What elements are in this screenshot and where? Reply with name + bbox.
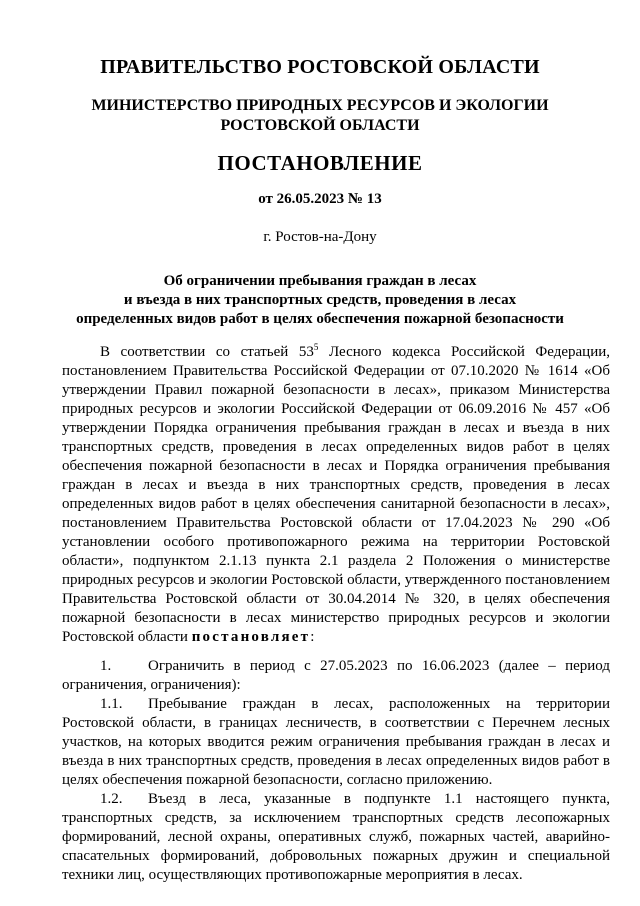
item-number: 1. bbox=[100, 658, 112, 674]
document-subject bbox=[60, 272, 580, 329]
item-text: Ограничить в период с 27.05.2023 по 16.06.2023 (далее – период ограничения, ограничения): bbox=[62, 658, 610, 693]
document-body bbox=[62, 343, 610, 885]
preamble-part1: В соответствии со статьей 53 bbox=[100, 344, 314, 360]
preamble-paragraph bbox=[62, 343, 610, 647]
ministry-heading bbox=[0, 96, 640, 136]
item-paragraph bbox=[62, 695, 610, 790]
preamble-part2: Лесного кодекса Российской Федерации, постановлением Правительства Российской Федерации от 07.10.2020 № 1614 «Об утверждении Правил пожарной безопасности в лесах», приказом Министерства природных ресурсов и экологии Российской Федерации от 06.09.2016 № 457 «Об утверждении Порядка ограничения пребывания граждан в лесах и въезда в них транспортных средств, проведения в лесах определенных видов работ в целях обеспечения пожарной безопасности в лесах и Порядка ограничения пребывания граждан в лесах и въезда в них транспортных средств, проведения в лесах определенных видов работ в целях обеспечения санитарной безопасности в лесах», постановлением Правительства Ростовской области от 17.04.2023 № 290 «Об установлении особого противопожарного режима на территории Ростовской области», подпунктом 2.1.13 пункта 2.1 раздела 2 Положения о министерстве природных ресурсов и экологии Ростовской области, утвержденного постановлением Правительства Ростовской области от 30.04.2014 № 320, в целях обеспечения пожарной безопасности в лесах министерство природных ресурсов и экологии Ростовской области bbox=[62, 344, 611, 645]
subject-line2: и въезда в них транспортных средств, проведения в лесах bbox=[123, 292, 517, 308]
item-paragraph bbox=[62, 657, 610, 695]
ministry-heading-line2: РОСТОВСКОЙ ОБЛАСТИ bbox=[220, 117, 420, 134]
item-number: 1.1. bbox=[100, 696, 123, 712]
subject-line3: определенных видов работ в целях обеспечения пожарной безопасности bbox=[76, 311, 564, 327]
item-paragraph bbox=[62, 790, 610, 885]
preamble-end: : bbox=[310, 629, 315, 645]
item-number: 1.2. bbox=[100, 791, 123, 807]
city: г. Ростов-на-Дону bbox=[263, 229, 377, 245]
document-type-title: ПОСТАНОВЛЕНИЕ bbox=[217, 151, 423, 175]
item-text: Пребывание граждан в лесах, расположенных на территории Ростовской области, в границах лесничеств, в соответствии с Перечнем лесных участков, на которых вводится режим ограничения пребывания граждан в лесах и въезда в них транспортных средств, проведения в лесах определенных видов работ в целях обеспечения пожарной безопасности, согласно приложению. bbox=[62, 696, 610, 788]
ministry-heading-line1: МИНИСТЕРСТВО ПРИРОДНЫХ РЕСУРСОВ И ЭКОЛОГИИ bbox=[91, 97, 549, 114]
government-heading: ПРАВИТЕЛЬСТВО РОСТОВСКОЙ ОБЛАСТИ bbox=[100, 56, 540, 78]
decree-word: постановляет bbox=[191, 629, 311, 645]
article-superscript: 5 bbox=[313, 342, 319, 352]
item-text: Въезд в леса, указанные в подпункте 1.1 настоящего пункта, транспортных средств, за исключением транспортных средств лесопожарных формирований, лесной охраны, оперативных служб, пожарных частей, аварийно-спасательных формирований, добровольных пожарных дружин и специальной техники лиц, осуществляющих противопожарные мероприятия в лесах. bbox=[62, 791, 610, 883]
subject-line1: Об ограничении пребывания граждан в лесах bbox=[163, 273, 477, 289]
date-and-number: от 26.05.2023 № 13 bbox=[258, 191, 382, 207]
